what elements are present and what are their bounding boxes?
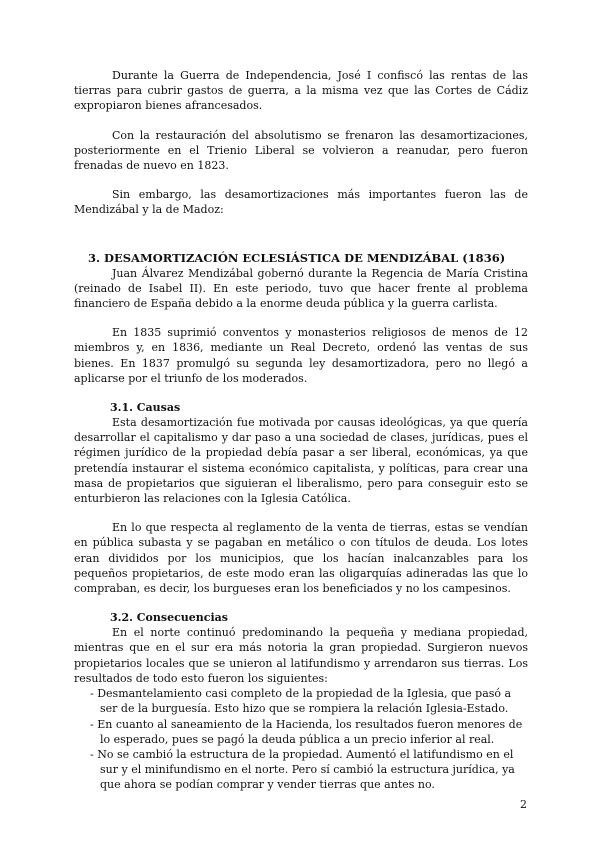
bullet-list: [74, 686, 528, 792]
subsection-heading: 3.2. Consecuencias: [110, 611, 228, 625]
paragraph: Sin embargo, las desamortizaciones más importantes fueron las de Mendizábal y la de Madoz:: [74, 188, 528, 217]
paragraph: Durante la Guerra de Independencia, José I confiscó las rentas de las tierras para cubrir gastos de guerra, a la misma vez que las Cortes de Cádiz expropiaron bienes afrancesados.: [74, 69, 528, 113]
list-item: - No se cambió la estructura de la propiedad. Aumentó el latifundismo en el sur y el minifundismo en el norte. Pero sí cambió la estructura jurídica, ya que ahora se podían comprar y vender tierras que antes no.: [90, 747, 515, 792]
document-page: [74, 68, 528, 793]
paragraph: En lo que respecta al reglamento de la venta de tierras, estas se vendían en pública subasta y se pagaban en metálico o con títulos de deuda. Los lotes eran divididos por los municipios, que los hacían inalcanzables para los pequeños propietarios, de este modo eran las oligarquías adineradas las que lo compraban, es decir, los burgueses eran los beneficiados y no los campesinos.: [74, 521, 528, 596]
paragraph: En 1835 suprimió conventos y monasterios religiosos de menos de 12 miembros y, en 1836, mediante un Real Decreto, ordenó las ventas de sus bienes. En 1837 promulgó su segunda ley desamortizadora, pero no llegó a aplicarse por el triunfo de los moderados.: [74, 326, 528, 385]
list-item: - Desmantelamiento casi completo de la propiedad de la Iglesia, que pasó a ser de la burguesía. Esto hizo que se rompiera la relación Iglesia-Estado.: [90, 687, 512, 716]
section-heading: 3. DESAMORTIZACIÓN ECLESIÁSTICA DE MENDIZÁBAL (1836): [88, 250, 506, 265]
paragraph: En el norte continuó predominando la pequeña y mediana propiedad, mientras que en el sur era más notoria la gran propiedad. Surgieron nuevos propietarios locales que se unieron al latifundismo y arrendaron sus tierras. Los resultados de todo esto fueron los siguientes:: [74, 626, 528, 685]
list-item: - En cuanto al saneamiento de la Hacienda, los resultados fueron menores de lo esperado, pues se pagó la deuda pública a un precio inferior al real.: [90, 717, 523, 746]
subsection-heading: 3.1. Causas: [110, 401, 181, 415]
page-number: 2: [520, 798, 527, 811]
paragraph: Juan Álvarez Mendizábal gobernó durante la Regencia de María Cristina (reinado de Isabel II). En este periodo, tuvo que hacer frente al problema financiero de España debido a la enorme deuda pública y la guerra carlista.: [74, 266, 528, 311]
paragraph: Esta desamortización fue motivada por causas ideológicas, ya que quería desarrollar el capitalismo y dar paso a una sociedad de clases, jurídicas, pues el régimen jurídico de la propiedad debía pasar a ser liberal, económicas, ya que pretendía instaurar el sistema económico capitalista, y políticas, para crear una masa de propietarios que siguieran el liberalismo, pero para conseguir esto se enturbieron las relaciones con la Iglesia Católica.: [74, 416, 528, 506]
paragraph: Con la restauración del absolutismo se frenaron las desamortizaciones, posteriormente en el Trienio Liberal se volvieron a reanudar, pero fueron frenadas de nuevo en 1823.: [74, 128, 528, 173]
